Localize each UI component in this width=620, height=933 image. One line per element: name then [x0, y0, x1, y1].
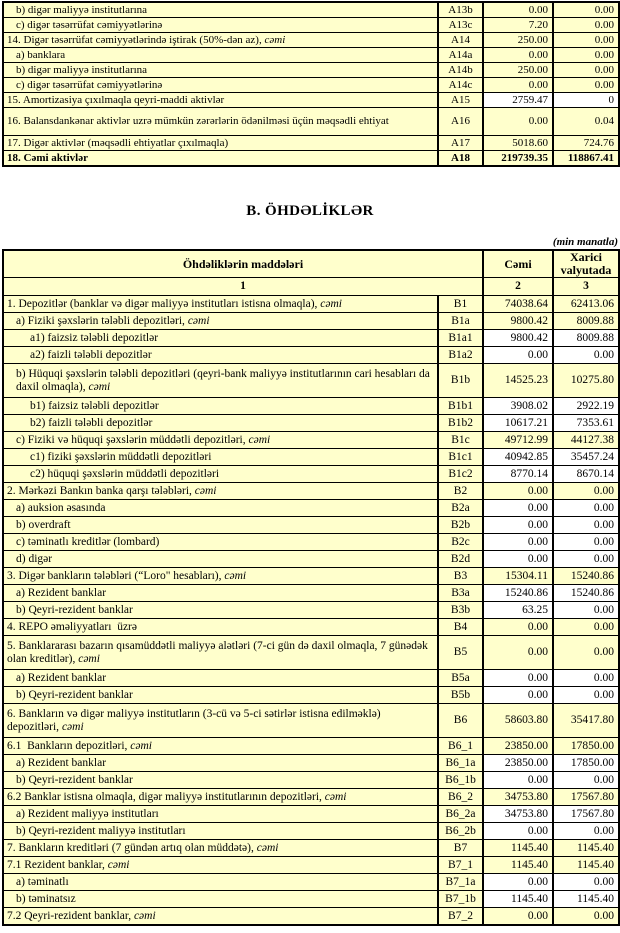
row-code: B2a	[438, 500, 483, 517]
liabilities-table	[2, 249, 620, 926]
row-total-value: 0.00	[483, 534, 553, 551]
row-label-emphasis: cəmi	[133, 909, 156, 922]
row-code: B5b	[438, 687, 483, 704]
row-code: B7_1	[438, 857, 483, 874]
row-label-text: b1) faizsiz tələbli depozitlər	[30, 399, 159, 412]
row-item-label	[3, 823, 438, 840]
row-label-emphasis: cəmi	[264, 33, 286, 46]
row-foreign-currency-value: 1145.40	[553, 840, 619, 857]
table-row	[3, 500, 619, 517]
table-row	[3, 534, 619, 551]
row-item-label	[3, 500, 438, 517]
table-row	[3, 347, 619, 364]
row-total-value: 9800.42	[483, 313, 553, 330]
row-item-label	[3, 48, 438, 63]
row-total-value: 15304.11	[483, 568, 553, 585]
table-row	[3, 789, 619, 806]
row-foreign-currency-value: 0.00	[553, 33, 619, 48]
row-label-text: c) digər təsərrüfat cəmiyyətlərinə	[16, 78, 163, 91]
row-item-label	[3, 891, 438, 908]
row-label-text: a) Rezident banklar	[16, 671, 107, 684]
row-foreign-currency-value: 1145.40	[553, 857, 619, 874]
table-row	[3, 93, 619, 108]
table-row	[3, 755, 619, 772]
row-label-text: a) Rezident maliyyə institutları	[16, 807, 159, 820]
row-code: A15	[438, 93, 483, 108]
row-code: B7	[438, 840, 483, 857]
row-total-value: 0.00	[483, 483, 553, 500]
row-label-text: d) digər	[16, 552, 53, 565]
row-foreign-currency-value: 0.00	[553, 63, 619, 78]
header-row	[3, 250, 619, 278]
row-foreign-currency-value: 118867.41	[553, 151, 619, 167]
row-label-text: 7. Bankların kreditləri (7 gündən artıq olan müddətə),	[7, 841, 257, 854]
row-label-text: 7.2 Qeyri-rezident banklar,	[7, 909, 134, 922]
row-item-label	[3, 534, 438, 551]
row-label-text: a) Rezident banklar	[16, 586, 107, 599]
row-label-text: b) Qeyri-rezident banklar	[16, 773, 133, 786]
row-label-text: 15. Amortizasiya çıxılmaqla qeyri-maddi aktivlər	[7, 93, 225, 106]
row-label-emphasis: cəmi	[320, 297, 343, 310]
assets-table-body	[3, 2, 619, 166]
row-label-text: a) auksion əsasında	[16, 501, 106, 514]
row-total-value: 0.00	[483, 670, 553, 687]
row-foreign-currency-value: 0.00	[553, 78, 619, 93]
row-item-label	[3, 619, 438, 636]
row-total-value: 10617.21	[483, 415, 553, 432]
row-code: B1	[438, 296, 483, 313]
row-item-label	[3, 330, 438, 347]
row-code: A18	[438, 151, 483, 167]
row-code: B5a	[438, 670, 483, 687]
row-item-label	[3, 806, 438, 823]
table-row	[3, 483, 619, 500]
row-code: B6_2b	[438, 823, 483, 840]
row-item-label	[3, 602, 438, 619]
row-item-label	[3, 670, 438, 687]
table-row	[3, 330, 619, 347]
table-row	[3, 585, 619, 602]
row-total-value: 1145.40	[483, 840, 553, 857]
row-item-label	[3, 466, 438, 483]
table-row	[3, 108, 619, 136]
row-foreign-currency-value: 0.00	[553, 687, 619, 704]
row-code: B1a2	[438, 347, 483, 364]
table-row	[3, 151, 619, 167]
table-row	[3, 738, 619, 755]
row-foreign-currency-value: 0.00	[553, 823, 619, 840]
table-row	[3, 415, 619, 432]
row-code: B1b2	[438, 415, 483, 432]
col-header-items: Öhdəliklərin maddələri	[3, 250, 483, 278]
table-row	[3, 2, 619, 18]
row-item-label	[3, 18, 438, 33]
table-row	[3, 568, 619, 585]
row-item-label	[3, 704, 438, 738]
row-total-value: 63.25	[483, 602, 553, 619]
row-code: B2b	[438, 517, 483, 534]
row-foreign-currency-value: 0.00	[553, 619, 619, 636]
row-item-label	[3, 415, 438, 432]
row-code: B2d	[438, 551, 483, 568]
row-label-text: 2. Mərkəzi Bankın banka qarşı tələbləri,	[7, 484, 195, 497]
row-foreign-currency-value: 35417.80	[553, 704, 619, 738]
row-total-value: 0.00	[483, 687, 553, 704]
row-code: B2	[438, 483, 483, 500]
row-label-text: b) overdraft	[16, 518, 71, 531]
row-label-text: 6.2 Banklar istisna olmaqla, digər maliyyə institutlarının depozitləri,	[7, 790, 325, 803]
row-total-value: 23850.00	[483, 755, 553, 772]
row-label-text: c1) fiziki şəxslərin müddətli depozitləri	[30, 450, 212, 463]
row-code: B3	[438, 568, 483, 585]
row-foreign-currency-value: 0.00	[553, 48, 619, 63]
table-row	[3, 823, 619, 840]
row-label-text: 5. Banklararası bazarın qısamüddətli maliyyə alətləri (7-ci gün də daxil olmaqla, 7 günədək olan kreditlər),	[7, 639, 428, 665]
column-number-row	[3, 278, 619, 296]
row-foreign-currency-value: 0.00	[553, 670, 619, 687]
row-item-label	[3, 432, 438, 449]
table-row	[3, 33, 619, 48]
table-row	[3, 772, 619, 789]
table-row	[3, 602, 619, 619]
row-item-label	[3, 347, 438, 364]
row-foreign-currency-value: 15240.86	[553, 585, 619, 602]
row-code: B3a	[438, 585, 483, 602]
row-foreign-currency-value: 44127.38	[553, 432, 619, 449]
unit-note: (min manatla)	[552, 236, 618, 248]
row-label-text: a) Rezident banklar	[16, 756, 107, 769]
row-code: B6_2a	[438, 806, 483, 823]
row-label-text: a) banklara	[16, 48, 66, 61]
row-foreign-currency-value: 0.04	[553, 108, 619, 136]
row-total-value: 0.00	[483, 772, 553, 789]
row-item-label	[3, 108, 438, 136]
row-foreign-currency-value: 0.00	[553, 2, 619, 18]
row-code: B6_2	[438, 789, 483, 806]
row-total-value: 0.00	[483, 874, 553, 891]
row-total-value: 34753.80	[483, 806, 553, 823]
row-code: B5	[438, 636, 483, 670]
row-code: B1c2	[438, 466, 483, 483]
table-row	[3, 296, 619, 313]
row-code: A14c	[438, 78, 483, 93]
row-foreign-currency-value: 0.00	[553, 874, 619, 891]
row-label-emphasis: cəmi	[88, 380, 111, 393]
row-foreign-currency-value: 15240.86	[553, 568, 619, 585]
row-total-value: 34753.80	[483, 789, 553, 806]
row-label-text: 18. Cəmi aktivlər	[7, 151, 88, 164]
row-total-value: 0.00	[483, 823, 553, 840]
row-label-text: b) Qeyri-rezident banklar	[16, 603, 133, 616]
row-code: B1c	[438, 432, 483, 449]
row-item-label	[3, 398, 438, 415]
row-code: B1a	[438, 313, 483, 330]
row-item-label	[3, 449, 438, 466]
row-item-label	[3, 517, 438, 534]
row-foreign-currency-value: 0.00	[553, 500, 619, 517]
section-title: B. ÖHDƏLİKLƏR	[246, 203, 374, 219]
row-item-label	[3, 2, 438, 18]
row-foreign-currency-value: 0.00	[553, 517, 619, 534]
row-label-text: b) Qeyri-rezident maliyyə institutları	[16, 824, 186, 837]
row-label-emphasis: cəmi	[256, 841, 279, 854]
row-label-emphasis: cəmi	[107, 858, 130, 871]
row-label-text: b) Qeyri-rezident banklar	[16, 688, 133, 701]
row-total-value: 23850.00	[483, 738, 553, 755]
table-row	[3, 670, 619, 687]
row-total-value: 219739.35	[483, 151, 553, 167]
liabilities-table-body	[3, 296, 619, 926]
table-row	[3, 874, 619, 891]
row-item-label	[3, 789, 438, 806]
row-foreign-currency-value: 0.00	[553, 18, 619, 33]
table-row	[3, 398, 619, 415]
row-total-value: 1145.40	[483, 891, 553, 908]
row-item-label	[3, 78, 438, 93]
row-total-value: 0.00	[483, 48, 553, 63]
row-total-value: 74038.64	[483, 296, 553, 313]
row-item-label	[3, 483, 438, 500]
row-label-text: b) Hüquqi şəxslərin tələbli depozitləri (qeyri-bank maliyyə institutlarının cari hesabları da daxil olmaqla),	[16, 367, 430, 393]
row-total-value: 250.00	[483, 63, 553, 78]
row-foreign-currency-value: 1145.40	[553, 891, 619, 908]
row-total-value: 58603.80	[483, 704, 553, 738]
col-number-3: 3	[553, 278, 619, 296]
row-code: B1b	[438, 364, 483, 398]
row-foreign-currency-value: 8009.88	[553, 330, 619, 347]
row-code: A14b	[438, 63, 483, 78]
row-item-label	[3, 151, 438, 167]
row-code: A17	[438, 136, 483, 151]
row-label-text: b) digər maliyyə institutlarına	[16, 3, 148, 16]
table-row	[3, 857, 619, 874]
row-code: A16	[438, 108, 483, 136]
row-item-label	[3, 93, 438, 108]
row-foreign-currency-value: 0.00	[553, 602, 619, 619]
row-label-emphasis: cəmi	[130, 739, 152, 752]
row-item-label	[3, 585, 438, 602]
row-label-text: c) təminatlı kreditlər (lombard)	[16, 535, 160, 548]
row-foreign-currency-value: 724.76	[553, 136, 619, 151]
row-item-label	[3, 33, 438, 48]
row-label-text: c) Fiziki və hüquqi şəxslərin müddətli depozitləri,	[16, 433, 249, 446]
row-foreign-currency-value: 0.00	[553, 483, 619, 500]
table-row	[3, 704, 619, 738]
row-label-emphasis: cəmi	[187, 314, 210, 327]
row-foreign-currency-value: 35457.24	[553, 449, 619, 466]
row-item-label	[3, 772, 438, 789]
row-code: B7_1a	[438, 874, 483, 891]
table-row	[3, 687, 619, 704]
row-foreign-currency-value: 10275.80	[553, 364, 619, 398]
row-code: A13b	[438, 2, 483, 18]
row-total-value: 0.00	[483, 908, 553, 926]
row-foreign-currency-value: 7353.61	[553, 415, 619, 432]
row-foreign-currency-value: 17567.80	[553, 789, 619, 806]
row-item-label	[3, 551, 438, 568]
row-total-value: 0.00	[483, 500, 553, 517]
row-item-label	[3, 874, 438, 891]
table-row	[3, 806, 619, 823]
row-total-value: 40942.85	[483, 449, 553, 466]
row-label-text: 14. Digər təsərrüfat cəmiyyətlərində iştirak (50%-dən az),	[7, 33, 265, 46]
row-foreign-currency-value: 17850.00	[553, 755, 619, 772]
col-header-foreign-currency: Xarici valyutada	[553, 250, 619, 278]
table-row	[3, 136, 619, 151]
table-row	[3, 908, 619, 926]
row-total-value: 0.00	[483, 347, 553, 364]
table-row	[3, 78, 619, 93]
row-code: A14a	[438, 48, 483, 63]
row-item-label	[3, 63, 438, 78]
row-total-value: 0.00	[483, 78, 553, 93]
row-foreign-currency-value: 0.00	[553, 636, 619, 670]
row-total-value: 15240.86	[483, 585, 553, 602]
row-total-value: 3908.02	[483, 398, 553, 415]
row-label-text: b) təminatsız	[16, 892, 76, 905]
row-label-text: 17. Digər aktivlər (məqsədli ehtiyatlar çıxılmaqla)	[7, 136, 229, 149]
row-total-value: 9800.42	[483, 330, 553, 347]
row-item-label	[3, 840, 438, 857]
row-label-emphasis: cəmi	[61, 720, 84, 733]
row-foreign-currency-value: 8670.14	[553, 466, 619, 483]
row-item-label	[3, 136, 438, 151]
row-item-label	[3, 636, 438, 670]
row-total-value: 8770.14	[483, 466, 553, 483]
row-item-label	[3, 687, 438, 704]
col-header-total: Cəmi	[483, 250, 553, 278]
row-code: B4	[438, 619, 483, 636]
col-number-2: 2	[483, 278, 553, 296]
row-label-emphasis: cəmi	[248, 433, 271, 446]
row-label-text: 7.1 Rezident banklar,	[7, 858, 108, 871]
row-foreign-currency-value: 2922.19	[553, 398, 619, 415]
table-row	[3, 313, 619, 330]
row-label-emphasis: cəmi	[78, 652, 100, 665]
row-label-emphasis: cəmi	[224, 569, 247, 582]
row-code: B1c1	[438, 449, 483, 466]
row-foreign-currency-value: 0.00	[553, 551, 619, 568]
row-code: B7_2	[438, 908, 483, 926]
table-row	[3, 18, 619, 33]
row-label-text: b2) faizli tələbli depozitlər	[30, 416, 153, 429]
table-row	[3, 432, 619, 449]
table-row	[3, 636, 619, 670]
row-total-value: 14525.23	[483, 364, 553, 398]
row-label-emphasis: cəmi	[194, 484, 217, 497]
row-label-text: 3. Digər bankların tələbləri (“Loro" hesabları),	[7, 569, 225, 582]
row-foreign-currency-value: 0.00	[553, 534, 619, 551]
row-code: B3b	[438, 602, 483, 619]
row-foreign-currency-value: 17850.00	[553, 738, 619, 755]
row-code: B2c	[438, 534, 483, 551]
row-code: B7_1b	[438, 891, 483, 908]
row-item-label	[3, 364, 438, 398]
table-row	[3, 891, 619, 908]
table-row	[3, 48, 619, 63]
row-label-text: a1) faizsiz tələbli depozitlər	[30, 331, 159, 344]
row-item-label	[3, 313, 438, 330]
assets-table	[2, 1, 620, 167]
row-foreign-currency-value: 62413.06	[553, 296, 619, 313]
liabilities-table-head	[3, 250, 619, 296]
row-item-label	[3, 857, 438, 874]
row-label-text: b) digər maliyyə institutlarına	[16, 63, 148, 76]
row-item-label	[3, 755, 438, 772]
row-item-label	[3, 908, 438, 926]
row-foreign-currency-value: 0	[553, 93, 619, 108]
row-total-value: 0.00	[483, 517, 553, 534]
row-total-value: 2759.47	[483, 93, 553, 108]
row-foreign-currency-value: 0.00	[553, 347, 619, 364]
table-row	[3, 517, 619, 534]
col-number-1: 1	[3, 278, 483, 296]
row-total-value: 0.00	[483, 2, 553, 18]
row-code: B6_1	[438, 738, 483, 755]
row-total-value: 0.00	[483, 636, 553, 670]
row-label-emphasis: cəmi	[324, 790, 347, 803]
row-code: B6_1b	[438, 772, 483, 789]
row-foreign-currency-value: 0.00	[553, 772, 619, 789]
table-row	[3, 449, 619, 466]
table-row	[3, 364, 619, 398]
row-code: B1a1	[438, 330, 483, 347]
table-row	[3, 551, 619, 568]
row-total-value: 49712.99	[483, 432, 553, 449]
row-item-label	[3, 568, 438, 585]
row-label-text: a) Fiziki şəxslərin tələbli depozitləri,	[16, 314, 188, 327]
row-foreign-currency-value: 17567.80	[553, 806, 619, 823]
row-total-value: 7.20	[483, 18, 553, 33]
row-total-value: 5018.60	[483, 136, 553, 151]
row-code: A14	[438, 33, 483, 48]
row-total-value: 250.00	[483, 33, 553, 48]
table-row	[3, 840, 619, 857]
row-total-value: 0.00	[483, 619, 553, 636]
row-label-text: 4. REPO əməliyyatları üzrə	[7, 620, 137, 633]
row-label-text: a2) faizli tələbli depozitlər	[30, 348, 152, 361]
row-label-text: 16. Balansdankənar aktivlər uzrə mümkün zərərlərin ödənilməsi üçün məqsədli ehtiyat	[7, 115, 389, 128]
row-code: B1b1	[438, 398, 483, 415]
row-item-label	[3, 738, 438, 755]
row-foreign-currency-value: 0.00	[553, 908, 619, 926]
table-row	[3, 619, 619, 636]
row-label-text: c2) hüquqi şəxslərin müddətli depozitləri	[30, 467, 220, 480]
row-total-value: 1145.40	[483, 857, 553, 874]
row-total-value: 0.00	[483, 551, 553, 568]
row-total-value: 0.00	[483, 108, 553, 136]
row-item-label	[3, 296, 438, 313]
row-label-text: 6.1 Bankların depozitləri,	[7, 739, 131, 752]
row-label-text: 6. Bankların və digər maliyyə institutların (3-cü və 5-ci sətirlər istisna edilməklə) depozitləri,	[7, 707, 381, 733]
table-row	[3, 63, 619, 78]
row-foreign-currency-value: 8009.88	[553, 313, 619, 330]
row-code: A13c	[438, 18, 483, 33]
row-label-text: 1. Depozitlər (banklar və digər maliyyə institutları istisna olmaqla),	[7, 297, 321, 310]
row-label-text: c) digər təsərrüfat cəmiyyətlərinə	[16, 18, 163, 31]
table-row	[3, 466, 619, 483]
row-code: B6	[438, 704, 483, 738]
row-code: B6_1a	[438, 755, 483, 772]
row-label-text: a) təminatlı	[16, 875, 69, 888]
